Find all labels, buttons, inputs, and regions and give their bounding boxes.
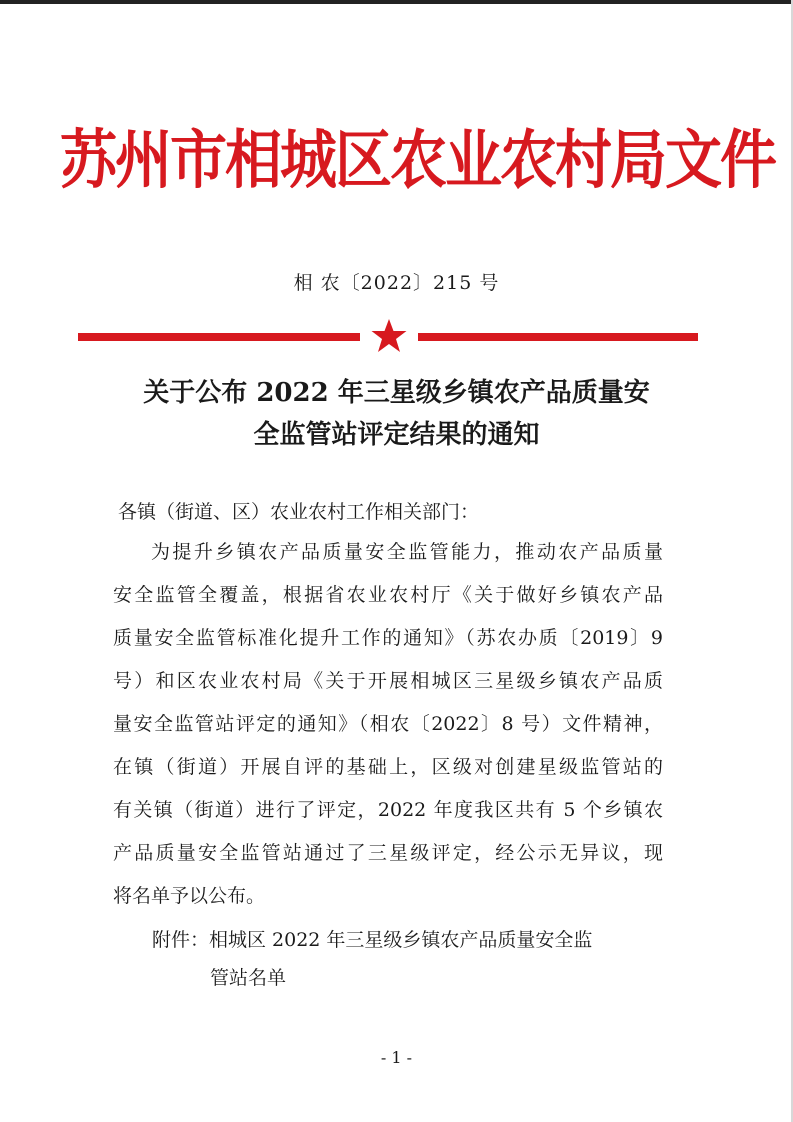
notice-title-line-2: 全监管站评定结果的通知 — [253, 420, 540, 450]
paragraph-line: 号）和区农业农村局《关于开展相城区三星级乡镇农产品质 — [113, 670, 663, 692]
paragraph-line: 在镇（街道）开展自评的基础上，区级对创建星级监管站的 — [113, 756, 663, 778]
notice-title — [60, 372, 733, 456]
notice-title-line-1: 关于公布 2022 年三星级乡镇农产品质量安 — [143, 378, 650, 408]
scan-top-edge — [0, 0, 793, 4]
issuing-authority-header: 苏州市相城区农业农村局文件 — [60, 122, 775, 198]
paragraph-line: 安全监管全覆盖，根据省农业农村厅《关于做好乡镇农产品 — [113, 584, 663, 606]
attachment-line-1: 附件：相城区 2022 年三星级乡镇农产品质量安全监 — [152, 929, 593, 951]
red-separator-right — [418, 333, 698, 341]
attachment-line-2: 管站名单 — [210, 967, 287, 989]
red-star-icon — [370, 318, 408, 354]
document-number: 相 农〔2022〕215 号 — [293, 272, 500, 294]
page-number: - 1 - — [380, 1048, 413, 1067]
salutation: 各镇（街道、区）农业农村工作相关部门： — [118, 501, 480, 523]
paragraph-line: 量安全监管站评定的通知》（相农〔2022〕8 号）文件精神， — [113, 713, 663, 735]
paragraph-line: 为提升乡镇农产品质量安全监管能力，推动农产品质量 — [151, 541, 663, 563]
paragraph-line: 将名单予以公布。 — [113, 885, 266, 907]
paragraph-line: 产品质量安全监管站通过了三星级评定，经公示无异议，现 — [113, 842, 663, 864]
paragraph-line: 有关镇（街道）进行了评定，2022 年度我区共有 5 个乡镇农 — [113, 799, 663, 821]
red-separator-left — [78, 333, 360, 341]
paragraph-line: 质量安全监管标准化提升工作的通知》（苏农办质〔2019〕9 — [113, 627, 663, 649]
